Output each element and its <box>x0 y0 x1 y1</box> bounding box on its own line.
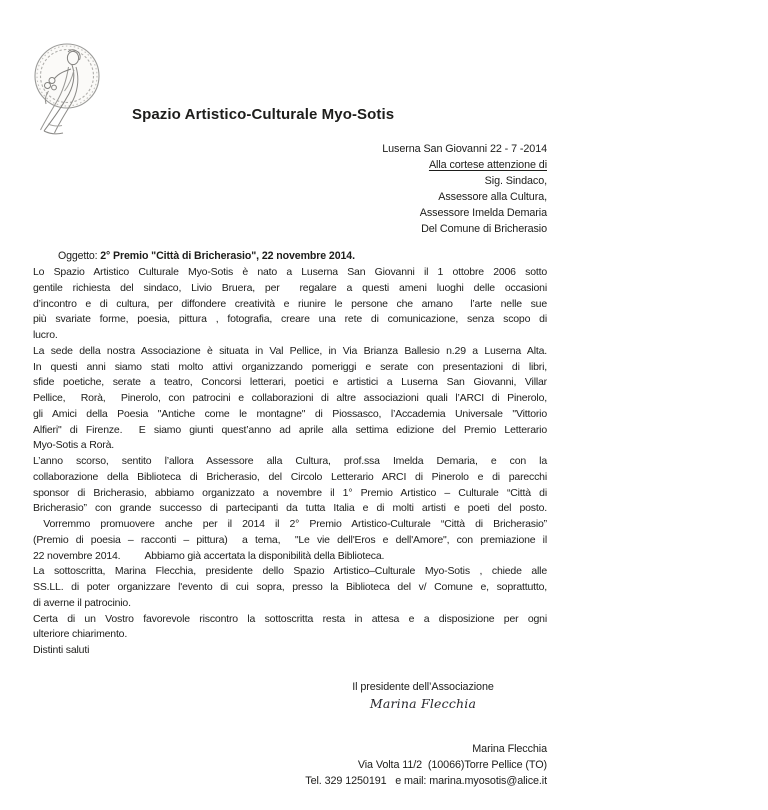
recipient-line: Sig. Sindaco, <box>484 175 547 188</box>
signature-script: Marina Flecchia <box>369 696 477 711</box>
body-line: di averne il patrocinio. <box>33 596 131 609</box>
subject-line <box>33 249 547 265</box>
subject-label: Oggetto: <box>58 250 101 262</box>
recipient-line: Assessore Imelda Demaria <box>419 207 547 220</box>
body-line: gentile richiesta del sindaco, Livio Bruera, per regalare a questi ameni luoghi delle occasioni <box>33 281 547 294</box>
body-line: La sottoscritta, Marina Flecchia, presidente dello Spazio Artistico–Culturale Myo-Sotis , chiede alle <box>33 565 547 578</box>
footer-line: Via Volta 11/2 (10066)Torre Pellice (TO) <box>357 758 547 771</box>
footer-line: Marina Flecchia <box>472 743 547 755</box>
closing-block <box>330 679 516 712</box>
body-line: Bricherasio” con grande successo di partecipanti da tutta Italia e di molti artisti e poeti del posto. <box>33 502 547 515</box>
body-lines <box>33 265 547 643</box>
body-line: In questi anni siamo stati molto attivi organizzando pomeriggi e serate con presentazioni di libri, <box>33 360 547 373</box>
body-line: Pellice, Rorà, Pinerolo, con patrocini e collaborazioni di altre associazioni quali l’ARCI di Pinerolo, <box>33 392 547 404</box>
body-line: collaborazione della Biblioteca di Bricherasio, del Circolo Letterario ARCI di Pinerolo e di parecchi <box>33 470 547 483</box>
body-line: La sede della nostra Associazione è situata in Val Pellice, in Via Brianza Ballesio n.29 a Luserna Alta. <box>33 344 547 357</box>
body-line: 22 novembre 2014. Abbiamo già accertata la disponibilità della Biblioteca. <box>33 549 385 562</box>
body-line: Alfieri" di Firenze. E siamo giunti quest’anno ad aprile alla settima edizione del Premio Letterario <box>33 423 547 436</box>
body-line: L’anno scorso, sentito l’allora Assessore alla Cultura, prof.ssa Imelda Demaria, e con la <box>33 455 547 467</box>
body-line: Certa di un Vostro favorevole riscontro la sottoscritta resta in attesa e a disposizione per ogni <box>33 612 547 625</box>
footer-line: Tel. 329 1250191 e mail: marina.myosotis@alice.it <box>305 774 547 787</box>
body-line: sponsor di Bricherasio, abbiamo organizzato a novembre il 1° Premio Artistico – Culturale “Città di <box>33 486 547 499</box>
org-title: Spazio Artistico-Culturale Myo-Sotis <box>132 106 395 123</box>
subject-text: 2° Premio "Città di Bricherasio", 22 novembre 2014. <box>100 250 355 262</box>
recipient-list <box>33 173 547 237</box>
body-line: ulteriore chiarimento. <box>33 628 128 641</box>
body-line: sfide poetiche, serate a teatro, Concorsi letterari, poetici e artistici a Luserna San Giovanni, Villar <box>33 376 547 389</box>
attention-line: Alla cortese attenzione di <box>428 159 547 172</box>
recipient-line: Assessore alla Cultura, <box>438 191 547 204</box>
body-line: Vorremmo promuovere anche per il 2014 il 2° Premio Artistico-Culturale “Città di Bricherasio” <box>33 518 547 530</box>
body-line: d’incontro e di cultura, per diffondere creatività e riunire le persone che amano l’arte nelle sue <box>33 297 547 310</box>
body-line: (Premio di poesia – racconti – pittura) a tema, "Le vie dell'Eros e dell'Amore", con premiazione il <box>33 533 547 546</box>
recipient-line: Del Comune di Bricherasio <box>421 223 547 236</box>
art-nouveau-woman-sketch-icon <box>28 36 108 138</box>
header-block <box>33 141 547 238</box>
body-line: SS.LL. di poter organizzare l'evento di cui sopra, presso la Biblioteca del v/ Comune e, soprattutto, <box>33 581 547 593</box>
association-logo-icon <box>28 36 108 138</box>
body-line: gli Amici della Poesia "Antiche come le montagne" di Piossasco, l’Accademia Universale "Vittorio <box>33 407 547 420</box>
footer-contact-block <box>33 742 547 790</box>
date-line: Luserna San Giovanni 22 - 7 -2014 <box>382 143 547 155</box>
body-line: Myo-Sotis a Rorà. <box>33 439 114 452</box>
letter-body <box>33 265 547 659</box>
body-line: lucro. <box>33 329 58 341</box>
body-line: più svariate forme, poesia, pittura , fotografia, creare una rete di comunicazione, senza scopo di <box>33 313 547 326</box>
president-role-line: Il presidente dell’Associazione <box>352 681 494 693</box>
closing-salutation: Distinti saluti <box>33 644 90 656</box>
body-line: Lo Spazio Artistico Culturale Myo-Sotis è nato a Luserna San Giovanni il 1 ottobre 2006 sotto <box>33 266 547 278</box>
